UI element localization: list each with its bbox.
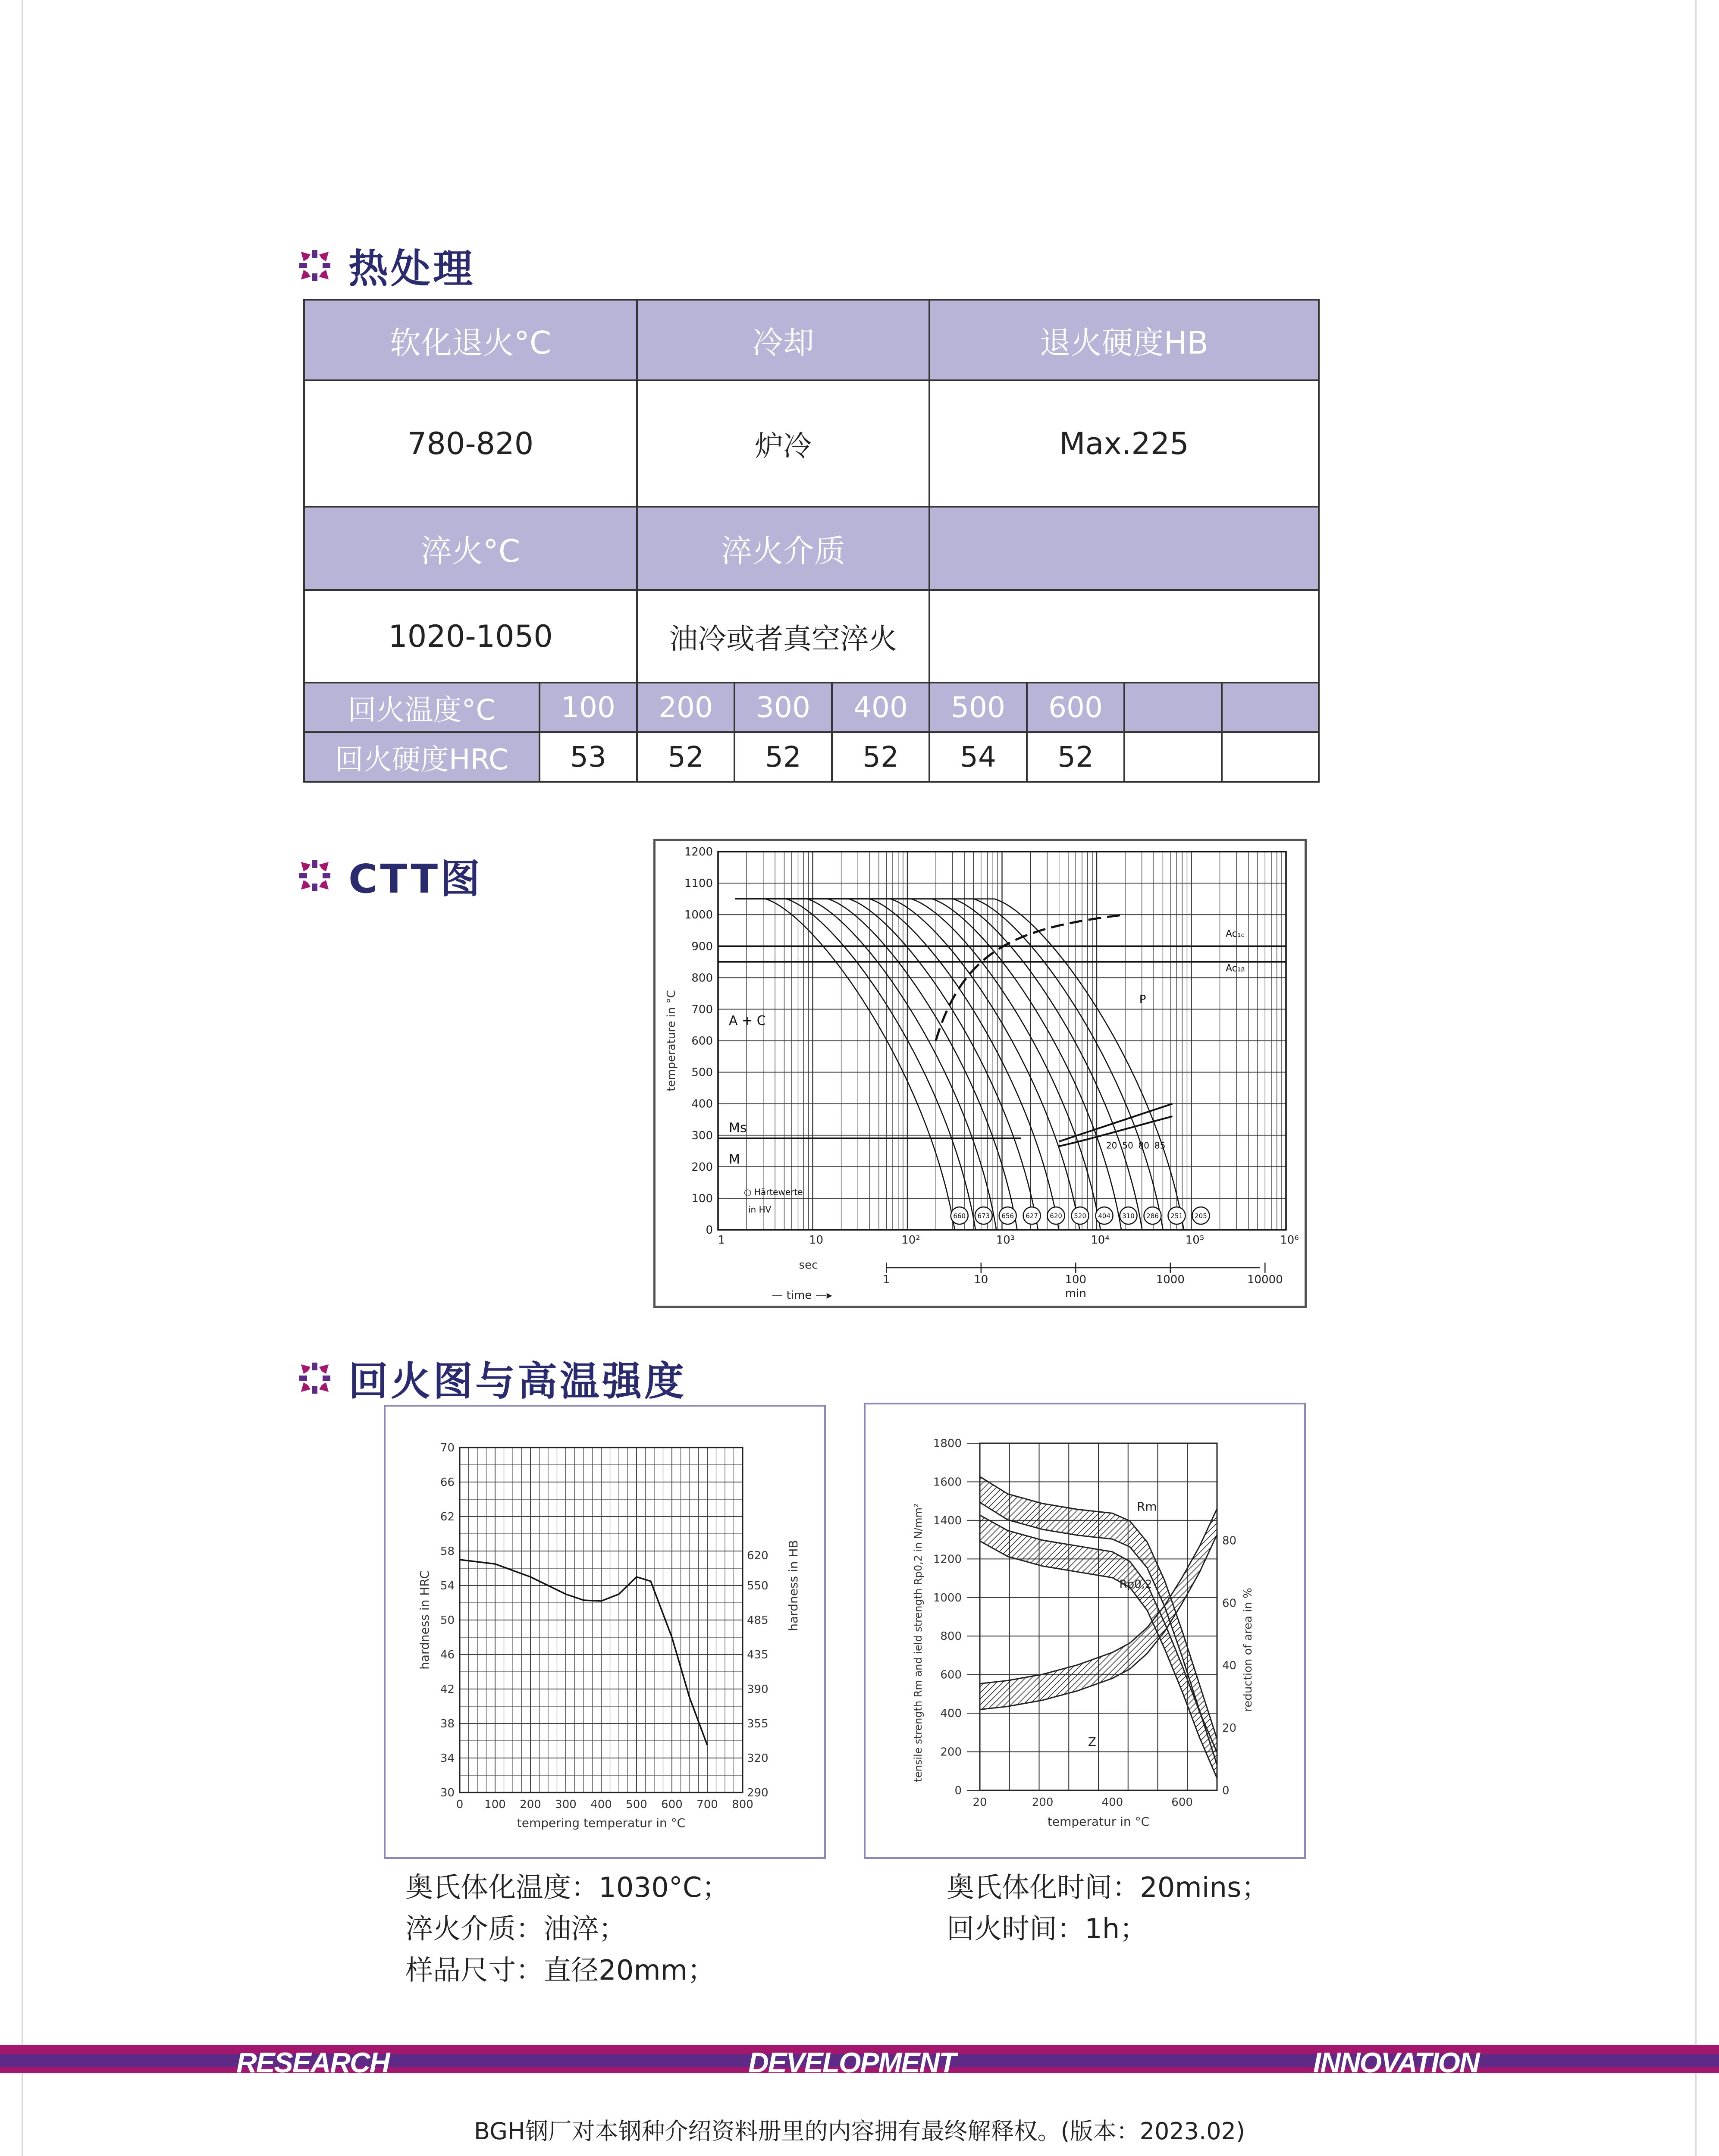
heat-treatment-table xyxy=(303,299,1320,783)
y2-tick-label: 550 xyxy=(747,1579,769,1592)
legend-label: ○ Härtewerte xyxy=(744,1187,803,1197)
pct-label: 85 xyxy=(1154,1140,1166,1151)
strength-chart-svg xyxy=(866,1404,1304,1857)
table-cell xyxy=(1222,732,1319,782)
hardness-value: 660 xyxy=(953,1212,966,1220)
table-header-cell xyxy=(1124,683,1222,732)
table-cell: 52 xyxy=(637,732,734,782)
y2-tick-label: 320 xyxy=(747,1752,769,1765)
ms-label: Ms xyxy=(729,1120,747,1136)
pct-label: 80 xyxy=(1138,1140,1150,1151)
cooling-curve xyxy=(735,899,1101,1230)
strength-chart xyxy=(864,1403,1306,1859)
table-header-cell: 200 xyxy=(637,683,734,732)
section-title-text: 回火图与高温强度 xyxy=(348,1358,687,1404)
table-cell: 52 xyxy=(832,732,929,782)
disclaimer: BGH钢厂对本钢种介绍资料册里的内容拥有最终解释权。(版本：2023.02) xyxy=(474,2118,1245,2145)
table-cell: 52 xyxy=(1027,732,1124,782)
legend-label: in HV xyxy=(748,1204,772,1215)
y-tick-label: 100 xyxy=(691,1192,713,1205)
min-tick-label: 10000 xyxy=(1247,1273,1283,1286)
table-cell: Max.225 xyxy=(929,380,1319,507)
y-tick-label: 38 xyxy=(440,1717,455,1730)
section-title-heat-treatment xyxy=(298,237,475,294)
table-row xyxy=(304,300,1319,380)
section-title-ctt xyxy=(298,847,483,904)
z-label: Z xyxy=(1088,1735,1096,1749)
y-tick-label: 1000 xyxy=(684,909,713,922)
hardness-value: 205 xyxy=(1195,1212,1207,1220)
note-line: 奥氏体化时间：20mins； xyxy=(947,1872,1269,1904)
x-tick-label: 600 xyxy=(1171,1796,1193,1809)
y-axis-label: temperature in °C xyxy=(665,990,678,1091)
hardness-value: 673 xyxy=(977,1212,990,1220)
table-cell xyxy=(929,590,1319,683)
y2-tick-label: 355 xyxy=(747,1717,769,1730)
ac1b-label: Ac₁ᵦ xyxy=(1226,963,1245,974)
table-row xyxy=(304,590,1319,683)
y2-tick-label: 390 xyxy=(747,1683,769,1696)
rp-label: Rp0,2 xyxy=(1119,1578,1152,1591)
y-tick-label: 800 xyxy=(940,1630,962,1643)
y2-axis-label: reduction of area in % xyxy=(1242,1588,1255,1712)
section-title-text: 热处理 xyxy=(348,246,476,292)
sec-tick-label: 10⁶ xyxy=(1280,1234,1299,1247)
notes-left xyxy=(405,1867,730,1991)
y-tick-label: 200 xyxy=(940,1745,962,1759)
rm-label: Rm xyxy=(1136,1499,1157,1514)
table-header-cell: 500 xyxy=(929,683,1027,732)
y2-tick-label: 60 xyxy=(1222,1597,1237,1610)
hardness-value: 656 xyxy=(1001,1212,1014,1220)
cooling-curve xyxy=(735,899,1184,1230)
cooling-curve xyxy=(735,899,996,1230)
hardness-value: 286 xyxy=(1146,1212,1159,1220)
y-tick-label: 1000 xyxy=(933,1591,962,1604)
hardness-value: 251 xyxy=(1170,1212,1183,1220)
y-tick-label: 500 xyxy=(691,1066,713,1079)
x-tick-label: 400 xyxy=(1101,1796,1123,1809)
y-tick-label: 0 xyxy=(706,1224,713,1237)
y-axis-label: tensile strength Rm and ield strength Rp0,2 in N/mm² xyxy=(912,1503,924,1782)
table-row xyxy=(304,683,1319,732)
x-axis-label: tempering temperatur in °C xyxy=(517,1816,686,1830)
tempering-chart-svg xyxy=(386,1407,824,1857)
y-tick-label: 30 xyxy=(440,1786,455,1799)
table-header-cell: 淬火介质 xyxy=(637,507,929,590)
min-tick-label: 1000 xyxy=(1156,1273,1185,1286)
table-header-cell: 600 xyxy=(1027,683,1124,732)
footer-development: DEVELOPMENT xyxy=(748,2046,956,2078)
table-cell: 54 xyxy=(929,732,1027,782)
y-tick-label: 42 xyxy=(440,1683,455,1696)
m-label: M xyxy=(729,1152,740,1167)
tempering-chart xyxy=(384,1405,826,1859)
table-header-cell: 软化退火°C xyxy=(304,300,637,380)
sec-tick-label: 10² xyxy=(901,1234,920,1247)
x-tick-label: 200 xyxy=(520,1798,541,1811)
hardness-value: 627 xyxy=(1026,1212,1038,1220)
table-cell xyxy=(1124,732,1222,782)
y2-tick-label: 435 xyxy=(747,1648,769,1661)
p-label: P xyxy=(1139,993,1146,1006)
hardness-value: 404 xyxy=(1098,1212,1110,1220)
table-header-cell: 冷却 xyxy=(637,300,929,380)
cooling-curve xyxy=(735,899,1121,1230)
pct-label: 50 xyxy=(1122,1140,1133,1151)
y-axis-label: hardness in HRC xyxy=(417,1570,432,1670)
note-line: 奥氏体化温度：1030°C； xyxy=(405,1872,730,1904)
note-line: 样品尺寸：直径20mm； xyxy=(405,1955,715,1987)
section-marker-icon xyxy=(298,248,332,283)
cooling-curve xyxy=(735,899,1059,1230)
y-tick-label: 1200 xyxy=(933,1553,962,1566)
y-tick-label: 1100 xyxy=(684,877,713,890)
y-tick-label: 46 xyxy=(440,1648,455,1661)
table-cell: 780-820 xyxy=(304,380,637,507)
y2-tick-label: 290 xyxy=(747,1786,769,1799)
table-cell: 52 xyxy=(734,732,832,782)
note-line: 回火时间：1h； xyxy=(947,1913,1148,1945)
cooling-curve xyxy=(735,899,1166,1230)
sec-tick-label: 10³ xyxy=(996,1234,1015,1247)
y2-axis-label: hardness in HB xyxy=(786,1540,800,1631)
table-row xyxy=(304,380,1319,507)
y-tick-label: 900 xyxy=(691,940,713,953)
x-tick-label: 100 xyxy=(484,1798,506,1811)
hardness-value: 310 xyxy=(1122,1212,1135,1220)
y-tick-label: 0 xyxy=(954,1784,962,1797)
y-tick-label: 1600 xyxy=(933,1476,962,1489)
x-tick-label: 300 xyxy=(555,1798,577,1811)
table-cell: 油冷或者真空淬火 xyxy=(637,590,929,683)
sec-tick-label: 1 xyxy=(718,1234,725,1247)
section-marker-icon xyxy=(298,1361,332,1395)
min-tick-label: 10 xyxy=(974,1273,988,1286)
section-title-tempering xyxy=(298,1350,687,1407)
y-tick-label: 800 xyxy=(691,971,713,985)
cooling-curve xyxy=(735,899,955,1230)
ctt-diagram-svg xyxy=(656,841,1305,1306)
y-tick-label: 1200 xyxy=(684,846,713,859)
y2-tick-label: 0 xyxy=(1222,1784,1230,1797)
cooling-curve xyxy=(735,899,976,1230)
y2-tick-label: 620 xyxy=(747,1549,769,1562)
table-header-cell: 回火温度°C xyxy=(304,683,540,732)
table-header-cell: 400 xyxy=(832,683,929,732)
y-tick-label: 300 xyxy=(691,1129,713,1142)
y-tick-label: 1400 xyxy=(933,1514,962,1527)
time-label: — time —▸ xyxy=(772,1289,832,1302)
y-tick-label: 200 xyxy=(691,1160,713,1174)
table-header-cell: 淬火°C xyxy=(304,507,637,590)
y-tick-label: 50 xyxy=(440,1614,455,1627)
y-tick-label: 1800 xyxy=(933,1437,962,1450)
sec-tick-label: 10⁴ xyxy=(1091,1234,1110,1247)
y-tick-label: 400 xyxy=(940,1707,962,1720)
y-tick-label: 54 xyxy=(440,1579,455,1592)
table-cell: 53 xyxy=(540,732,637,782)
y-tick-label: 58 xyxy=(440,1545,455,1558)
table-header-cell xyxy=(929,507,1319,590)
x-axis-label: temperatur in °C xyxy=(1047,1814,1150,1829)
x-tick-label: 400 xyxy=(590,1798,612,1811)
footer-research: RESEARCH xyxy=(236,2046,389,2078)
table-row xyxy=(304,732,1319,782)
hardness-value: 520 xyxy=(1074,1212,1086,1220)
hardness-value: 620 xyxy=(1050,1212,1062,1220)
x-tick-label: 0 xyxy=(456,1798,464,1811)
sec-tick-label: 10 xyxy=(809,1234,824,1247)
table-header-cell: 100 xyxy=(540,683,637,732)
y2-tick-label: 80 xyxy=(1222,1534,1237,1548)
x-tick-label: 500 xyxy=(626,1798,647,1811)
table-header-cell: 300 xyxy=(734,683,832,732)
notes-right xyxy=(947,1867,1269,1950)
y-tick-label: 700 xyxy=(691,1003,713,1016)
x-tick-label: 700 xyxy=(696,1798,718,1811)
table-row xyxy=(304,507,1319,590)
ac-region-label: A + C xyxy=(729,1013,766,1028)
y-tick-label: 70 xyxy=(440,1442,455,1454)
min-tick-label: 1 xyxy=(883,1273,890,1286)
ctt-diagram xyxy=(653,839,1307,1308)
section-title-text: CTT图 xyxy=(348,856,483,902)
note-line: 淬火介质：油淬； xyxy=(405,1913,626,1945)
cooling-curve xyxy=(735,899,1142,1230)
cooling-curve xyxy=(735,899,1017,1230)
x-tick-label: 800 xyxy=(732,1798,753,1811)
min-tick-label: 100 xyxy=(1065,1273,1087,1286)
table-cell: 1020-1050 xyxy=(304,590,637,683)
table-header-cell: 回火硬度HRC xyxy=(304,732,540,782)
x-tick-label: 20 xyxy=(972,1796,987,1809)
x-tick-label: 200 xyxy=(1032,1796,1054,1809)
sec-label: sec xyxy=(799,1259,818,1272)
table-header-cell xyxy=(1222,683,1319,732)
y2-tick-label: 485 xyxy=(747,1614,769,1627)
y-tick-label: 400 xyxy=(691,1097,713,1111)
y-tick-label: 62 xyxy=(440,1510,455,1523)
table-cell: 炉冷 xyxy=(637,380,929,507)
section-marker-icon xyxy=(298,859,332,893)
y-tick-label: 600 xyxy=(940,1668,962,1682)
y2-tick-label: 20 xyxy=(1222,1722,1237,1735)
sec-tick-label: 10⁵ xyxy=(1185,1234,1205,1247)
y-tick-label: 600 xyxy=(691,1034,713,1048)
y-tick-label: 34 xyxy=(440,1752,455,1765)
x-tick-label: 600 xyxy=(661,1798,683,1811)
min-label: min xyxy=(1065,1287,1086,1300)
footer-innovation: INNOVATION xyxy=(1313,2046,1479,2078)
table-header-cell: 退火硬度HB xyxy=(929,300,1319,380)
y2-tick-label: 40 xyxy=(1222,1659,1237,1673)
pct-label: 20 xyxy=(1106,1140,1117,1151)
y-tick-label: 66 xyxy=(440,1476,455,1489)
ac1e-label: Ac₁ₑ xyxy=(1226,928,1245,940)
